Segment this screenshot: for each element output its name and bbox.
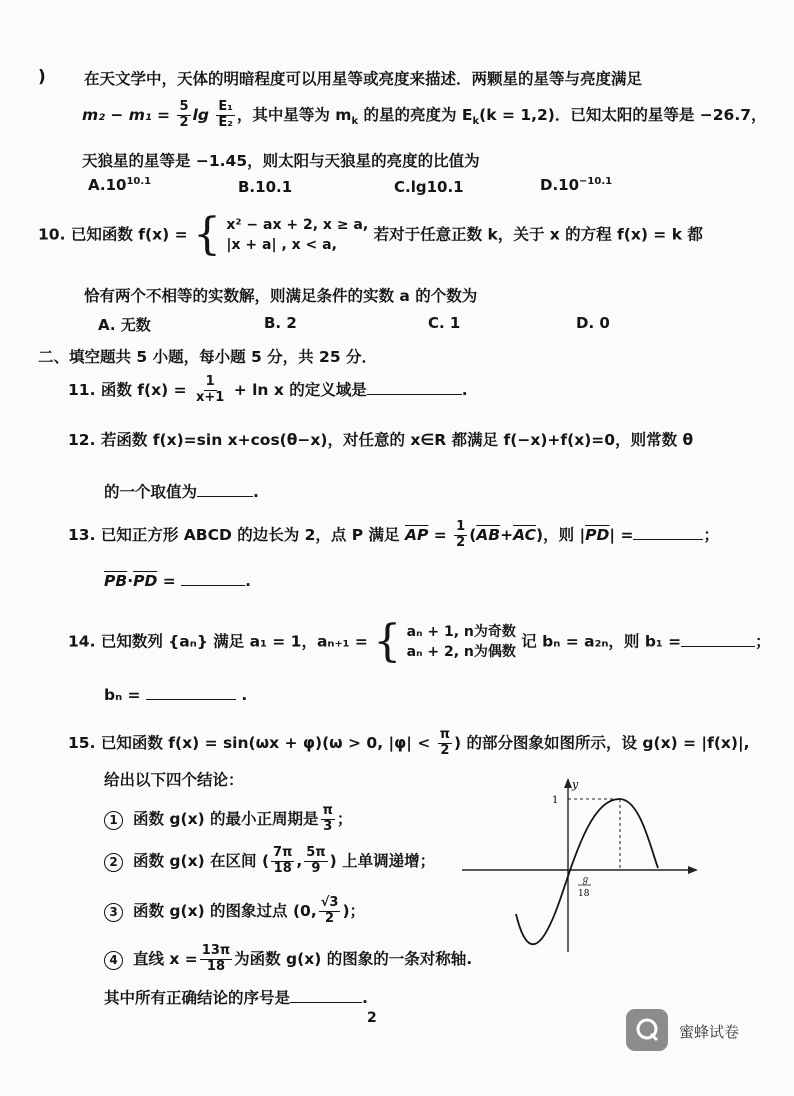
y-axis-arrow bbox=[564, 778, 572, 788]
q13-answer-blank-2[interactable] bbox=[181, 573, 245, 586]
q14-answer-blank-1[interactable] bbox=[681, 634, 755, 647]
q12-line2: 的一个取值为 . bbox=[104, 483, 259, 501]
q15-line2: 给出以下四个结论： bbox=[104, 771, 244, 789]
q15-final: 其中所有正确结论的序号是 . bbox=[104, 989, 368, 1007]
q9-option-a: $A.10^{10.1}$ bbox=[88, 176, 152, 194]
q12-line1: 12. 若函数 f(x)=sin x+cos(θ−x)，对任意的 x∈R 都满足 f(−x)+f(x)=0，则常数 θ bbox=[68, 431, 694, 449]
x-tick-bottom: 18 bbox=[578, 889, 590, 899]
watermark-logo-icon bbox=[626, 1009, 668, 1051]
q15-item-1: 1 函数 g(x) 的最小正周期是 $\frac{\pi}{3}$ ； bbox=[104, 804, 352, 835]
q15-item-2: 2 函数 g(x) 在区间 ( $\frac{7\pi}{18}$ , $\frac{5\pi}{9}$ ) 上单调递增； bbox=[104, 846, 435, 877]
q10-option-b: B. 2 bbox=[264, 314, 297, 332]
q14-line1: 14. 已知数列 {aₙ} 满足 a₁ = 1，aₙ₊₁ = { aₙ + 1, n为奇数 aₙ + 2, n为偶数 记 bₙ = a₂ₙ，则 b₁ = ； bbox=[68, 616, 771, 667]
watermark-text: 蜜蜂试卷 bbox=[679, 1023, 740, 1041]
q9-option-c: C.lg10.1 bbox=[394, 178, 464, 196]
q9-option-b: B.10.1 bbox=[238, 178, 293, 196]
sine-curve bbox=[516, 799, 658, 944]
q10-option-c: C. 1 bbox=[428, 314, 461, 332]
q13-answer-blank-1[interactable] bbox=[633, 527, 703, 540]
page-number: 2 bbox=[367, 1010, 377, 1026]
q14-line2: bₙ = . bbox=[104, 686, 248, 704]
q9-mark: ) bbox=[38, 67, 46, 87]
q9-line1: 在天文学中，天体的明暗程度可以用星等或亮度来描述．两颗星的星等与亮度满足 bbox=[84, 70, 643, 88]
q9-option-d: $D.10^{-10.1}$ bbox=[540, 176, 613, 194]
peak-label: 1 bbox=[552, 795, 559, 806]
q9-line3: 天狼星的星等是 −1.45，则太阳与天狼星的亮度的比值为 bbox=[82, 152, 480, 170]
section-heading: 二、填空题共 5 小题，每小题 5 分，共 25 分． bbox=[38, 348, 378, 366]
q15-item-4: 4 直线 x = $\frac{13\pi}{18}$ 为函数 g(x) 的图象的一条对称轴. bbox=[104, 944, 472, 975]
q12-answer-blank[interactable] bbox=[197, 484, 253, 497]
q13-line1: 13. 已知正方形 ABCD 的边长为 2，点 P 满足 $\overline{AP}$ = $\frac{1}{2}$ $(\overline{AB}+\overline{AC})$，则 $|\overline{PD}|$ = ； bbox=[68, 519, 719, 550]
q15-item-3: 3 函数 g(x) 的图象过点 (0, $\frac{√3}{2}$ )； bbox=[104, 896, 365, 927]
q11-answer-blank[interactable] bbox=[367, 382, 462, 395]
q15-answer-blank[interactable] bbox=[290, 990, 362, 1003]
y-axis-label: y bbox=[572, 778, 579, 791]
q10-option-d: D. 0 bbox=[576, 314, 610, 332]
q13-line2: $\overline{PB}\cdot\overline{PD}$ = . bbox=[104, 572, 252, 590]
x-tick-top: ℊ bbox=[581, 875, 591, 885]
q11: 11. 函数 f(x) = $\frac{1}{x+1}$ + ln x 的定义域是 . bbox=[68, 374, 468, 405]
q10-line2: 恰有两个不相等的实数解，则满足条件的实数 a 的个数为 bbox=[84, 287, 478, 305]
q9-line2: m₂ − m₁ = $\frac{5}{2}$ lg $\frac{\text{E₁}}{\text{E₂}}$ ，其中星等为 $m_k$ 的星的亮度为 $E_k(k = 1,2)$．已知太阳的星等是 −26.7， bbox=[82, 99, 767, 130]
q14-answer-blank-2[interactable] bbox=[146, 687, 236, 700]
x-axis-arrow bbox=[688, 866, 698, 874]
q15-line1: 15. 已知函数 f(x) = sin(ωx + φ)(ω > 0, |φ| < $\frac{\pi}{2}$ ) 的部分图象如图所示，设 g(x) = |f(x)|, bbox=[68, 727, 750, 758]
q10-option-a: A. 无数 bbox=[98, 316, 151, 334]
q15-graph bbox=[460, 776, 700, 956]
q10-line1: 10. 已知函数 f(x) = { x² − ax + 2, x ≥ a, |x + a| , x < a, 若对于任意正数 k，关于 x 的方程 f(x) = k 都 bbox=[38, 209, 703, 260]
